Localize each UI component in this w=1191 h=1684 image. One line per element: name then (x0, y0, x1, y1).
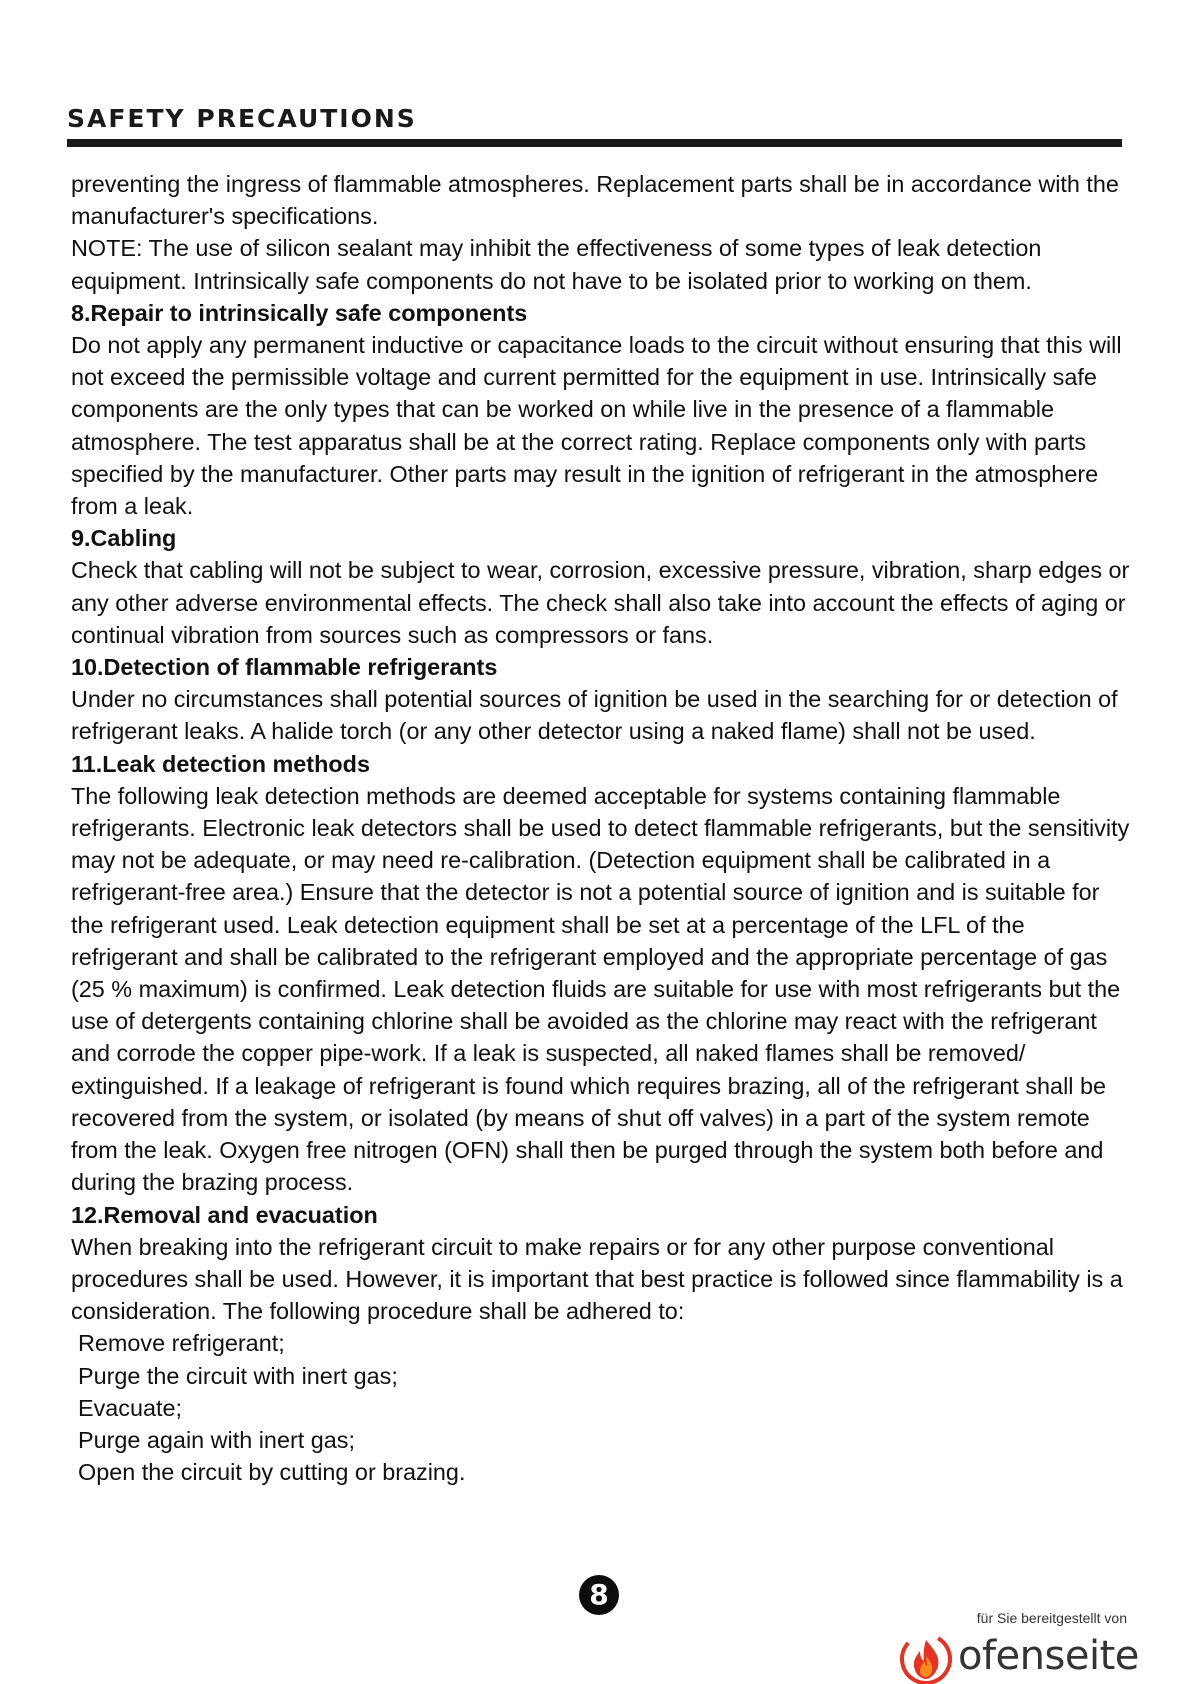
provider-name: ofenseite (958, 1633, 1139, 1679)
section-10-heading: 10.Detection of flammable refrigerants (71, 654, 498, 681)
provider-badge[interactable] (892, 1610, 1139, 1684)
section-8-heading: 8.Repair to intrinsically safe components (71, 299, 528, 326)
page-number: 8 (579, 1575, 619, 1615)
document-body (71, 168, 1131, 1488)
procedure-step: Purge again with inert gas; (78, 1426, 355, 1453)
flame-logo-icon (898, 1630, 954, 1684)
section-9-heading: 9.Cabling (71, 525, 177, 552)
procedure-step: Evacuate; (78, 1394, 183, 1421)
section-11-body: The following leak detection methods are deemed acceptable for systems containing flammable refrigerants. Electronic leak detectors shall be used to detect flammable refrigerants, but the sensitivity may not be adequate, or may need re-calibration. (Detection equipment shall be calibrated in a refrigerant-free area.) Ensure that the detector is not a potential source of ignition and is suitable for the refrigerant used. Leak detection equipment shall be set at a percentage of the LFL of the refrigerant and shall be calibrated to the refrigerant employed and the appropriate percentage of gas (25 % maximum) is confirmed. Leak detection fluids are suitable for use with most refrigerants but the use of detergents containing chlorine shall be avoided as the chlorine may react with the refrigerant and corrode the copper pipe-work. If a leak is suspected, all naked flames shall be removed/ extinguished. If a leakage of refrigerant is found which requires brazing, all of the refrigerant shall be recovered from the system, or isolated (by means of shut off valves) in a part of the system remote from the leak. Oxygen free nitrogen (OFN) shall then be purged through the system both before and during the brazing process. (71, 782, 1130, 1196)
header-divider (67, 139, 1122, 147)
intro-paragraph: preventing the ingress of flammable atmospheres. Replacement parts shall be in accordance with the manufacturer's specifications. (71, 171, 1119, 230)
note-paragraph: NOTE: The use of silicon sealant may inhibit the effectiveness of some types of leak detection equipment. Intrinsically safe components do not have to be isolated prior to working on them. (71, 235, 1042, 294)
procedure-list (71, 1327, 1131, 1488)
page-title: SAFETY PRECAUTIONS (67, 104, 417, 133)
section-8-body: Do not apply any permanent inductive or capacitance loads to the circuit without ensuring that this will not exceed the permissible voltage and current permitted for the equipment in use. Intrinsically safe components are the only types that can be worked on while live in the presence of a flammable atmosphere. The test apparatus shall be at the correct rating. Replace components only with parts specified by the manufacturer. Other parts may result in the ignition of refrigerant in the atmosphere from a leak. (71, 332, 1122, 520)
provider-caption: für Sie bereitgestellt von (976, 1610, 1127, 1626)
section-12-body: When breaking into the refrigerant circuit to make repairs or for any other purpose conventional procedures shall be used. However, it is important that best practice is followed since flammability is a consideration. The following procedure shall be adhered to: (71, 1233, 1123, 1325)
procedure-step: Open the circuit by cutting or brazing. (78, 1459, 466, 1486)
section-9-body: Check that cabling will not be subject to wear, corrosion, excessive pressure, vibration, sharp edges or any other adverse environmental effects. The check shall also take into account the effects of aging or continual vibration from sources such as compressors or fans. (71, 557, 1130, 648)
section-10-body: Under no circumstances shall potential sources of ignition be used in the searching for or detection of refrigerant leaks. A halide torch (or any other detector using a naked flame) shall not be used. (71, 686, 1118, 745)
procedure-step: Remove refrigerant; (78, 1330, 285, 1357)
section-11-heading: 11.Leak detection methods (71, 750, 370, 777)
procedure-step: Purge the circuit with inert gas; (78, 1362, 398, 1389)
section-12-heading: 12.Removal and evacuation (71, 1201, 378, 1228)
